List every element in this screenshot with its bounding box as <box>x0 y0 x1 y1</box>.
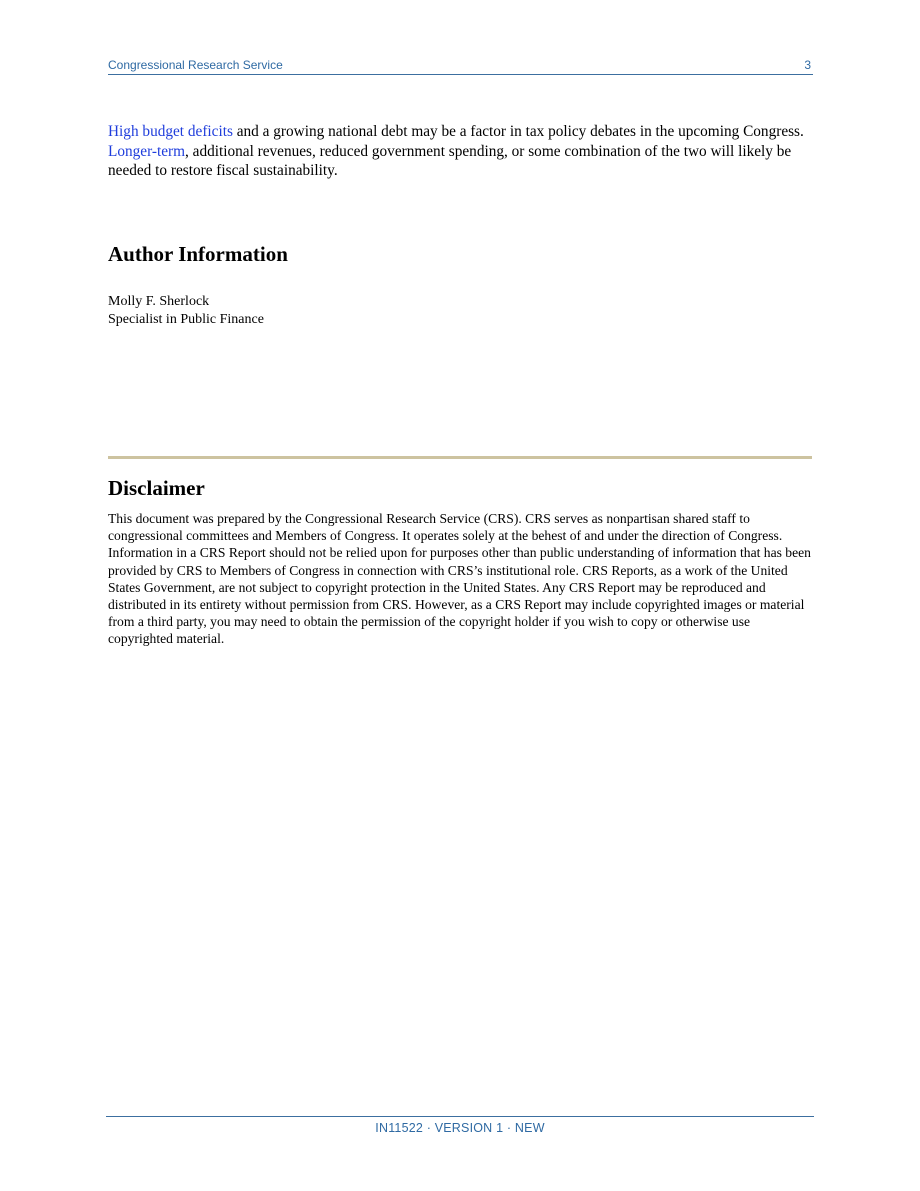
intro-paragraph <box>108 122 814 181</box>
intro-text-2: , additional revenues, reduced government spending, or some combination of the two will likely be needed to restore fiscal sustainability. <box>108 142 792 179</box>
author-block <box>108 293 264 329</box>
header-title: Congressional Research Service <box>108 58 283 72</box>
section-divider <box>108 456 812 459</box>
link-longer-term[interactable]: Longer-term <box>108 142 185 160</box>
author-information-heading: Author Information <box>108 242 288 266</box>
author-title: Specialist in Public Finance <box>108 312 264 327</box>
footer-divider <box>106 1116 814 1117</box>
page-number: 3 <box>804 58 811 72</box>
link-high-budget-deficits[interactable]: High budget deficits <box>108 123 233 140</box>
disclaimer-heading: Disclaimer <box>108 476 205 500</box>
page-header <box>108 58 813 75</box>
author-name: Molly F. Sherlock <box>108 294 210 309</box>
disclaimer-text: This document was prepared by the Congressional Research Service (CRS). CRS serves as nonpartisan shared staff to congressional committees and Members of Congress. It operates solely at the behest of and under the direction of Congress. Information in a CRS Report should not be relied upon for purposes other than public understanding of information that has been provided by CRS to Members of Congress in connection with CRS’s institutional role. CRS Reports, as a work of the United States Government, are not subject to copyright protection in the United States. Any CRS Report may be reproduced and distributed in its entirety without permission from CRS. However, as a CRS Report may include copyrighted images or material from a third party, you may need to obtain the permission of the copyright holder if you wish to copy or otherwise use copyrighted material. <box>108 511 811 647</box>
intro-text-1: and a growing national debt may be a factor in tax policy debates in the upcoming Congress. <box>232 123 804 140</box>
footer-report-id: IN11522 · VERSION 1 · NEW <box>375 1121 545 1135</box>
